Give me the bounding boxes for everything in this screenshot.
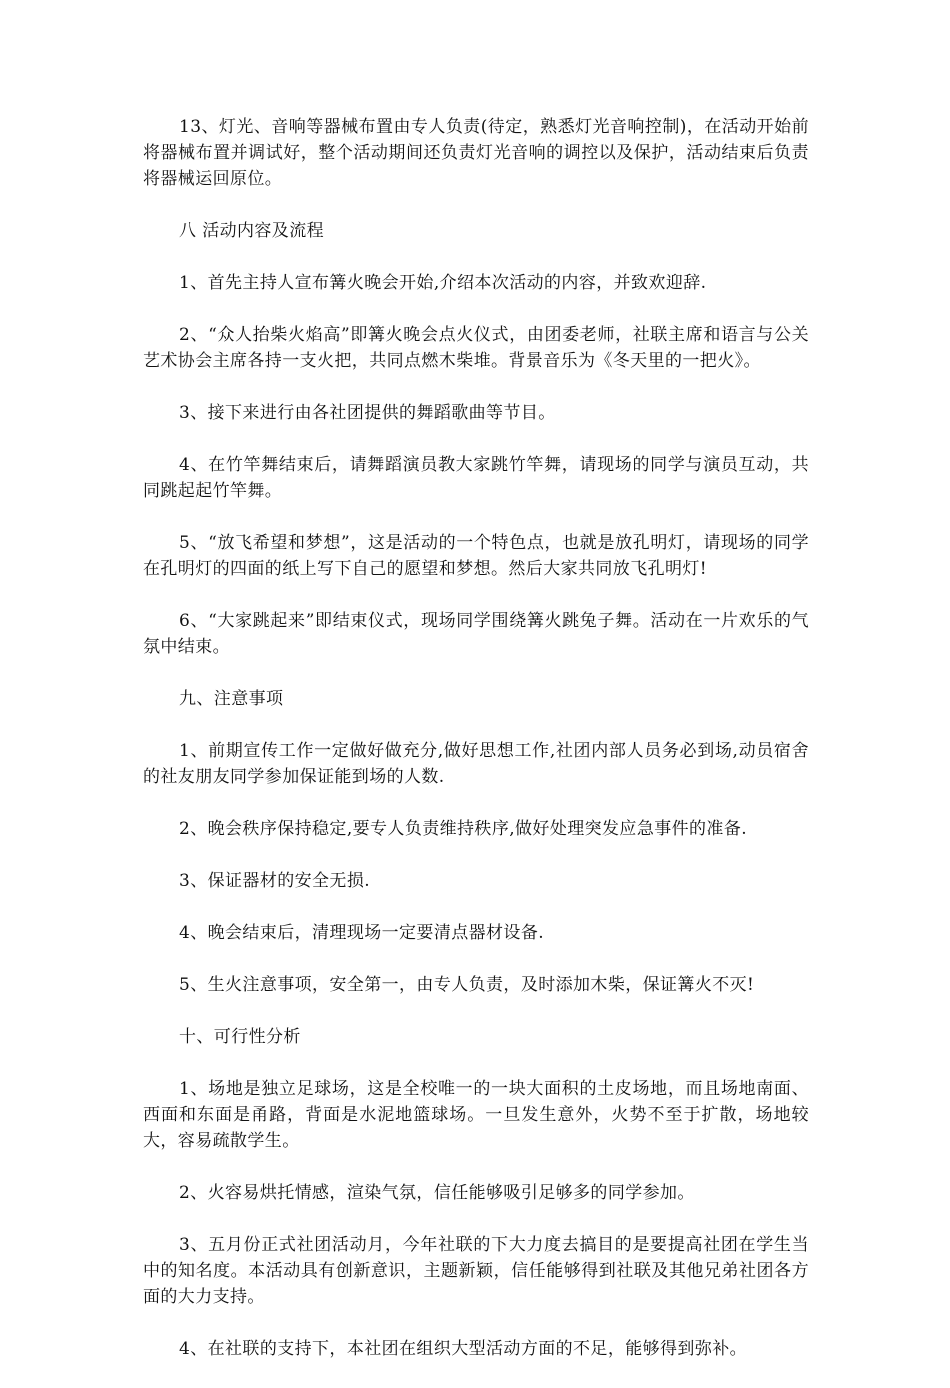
paragraph-flow-5: 5、“放飞希望和梦想”，这是活动的一个特色点，也就是放孔明灯，请现场的同学在孔明灯的四面的纸上写下自己的愿望和梦想。然后大家共同放飞孔明灯! [143, 533, 809, 579]
section-heading-10: 十、可行性分析 [179, 1027, 301, 1047]
paragraph-notes-2: 2、晚会秩序保持稳定,要专人负责维持秩序,做好处理突发应急事件的准备. [179, 819, 748, 839]
section-heading-8: 八 活动内容及流程 [179, 221, 325, 241]
paragraph-flow-6: 6、“大家跳起来”即结束仪式，现场同学围绕篝火跳兔子舞。活动在一片欢乐的气氛中结束。 [143, 611, 809, 657]
section-heading-9: 九、注意事项 [179, 689, 284, 709]
paragraph-flow-3: 3、接下来进行由各社团提供的舞蹈歌曲等节目。 [179, 403, 556, 423]
paragraph-flow-4: 4、在竹竿舞结束后，请舞蹈演员教大家跳竹竿舞，请现场的同学与演员互动，共同跳起起竹竿舞。 [143, 455, 809, 501]
paragraph-feasibility-4: 4、在社联的支持下，本社团在组织大型活动方面的不足，能够得到弥补。 [179, 1339, 748, 1359]
paragraph-notes-1: 1、前期宣传工作一定做好做充分,做好思想工作,社团内部人员务必到场,动员宿舍的社友朋友同学参加保证能到场的人数. [143, 741, 809, 787]
paragraph-feasibility-1: 1、场地是独立足球场，这是全校唯一的一块大面积的土皮场地，而且场地南面、西面和东面是甬路，背面是水泥地篮球场。一旦发生意外，火势不至于扩散，场地较大，容易疏散学生。 [143, 1079, 809, 1151]
paragraph-notes-4: 4、晚会结束后，清理现场一定要清点器材设备. [179, 923, 545, 943]
paragraph-feasibility-2: 2、火容易烘托情感，渲染气氛，信任能够吸引足够多的同学参加。 [179, 1183, 695, 1203]
document-body [143, 114, 809, 1388]
paragraph-equipment-13: 13、灯光、音响等器械布置由专人负责(待定，熟悉灯光音响控制)，在活动开始前将器械布置并调试好，整个活动期间还负责灯光音响的调控以及保护，活动结束后负责将器械运回原位。 [143, 117, 809, 189]
paragraph-flow-2: 2、“众人抬柴火焰高”即篝火晚会点火仪式，由团委老师，社联主席和语言与公关艺术协会主席各持一支火把，共同点燃木柴堆。背景音乐为《冬天里的一把火》。 [143, 325, 809, 371]
paragraph-flow-1: 1、首先主持人宣布篝火晚会开始,介绍本次活动的内容，并致欢迎辞. [179, 273, 707, 293]
paragraph-notes-5: 5、生火注意事项，安全第一，由专人负责，及时添加木柴，保证篝火不灭! [179, 975, 755, 995]
paragraph-notes-3: 3、保证器材的安全无损. [179, 871, 371, 891]
paragraph-feasibility-3: 3、五月份正式社团活动月，今年社联的下大力度去搞目的是要提高社团在学生当中的知名度。本活动具有创新意识，主题新颖，信任能够得到社联及其他兄弟社团各方面的大力支持。 [143, 1235, 809, 1307]
